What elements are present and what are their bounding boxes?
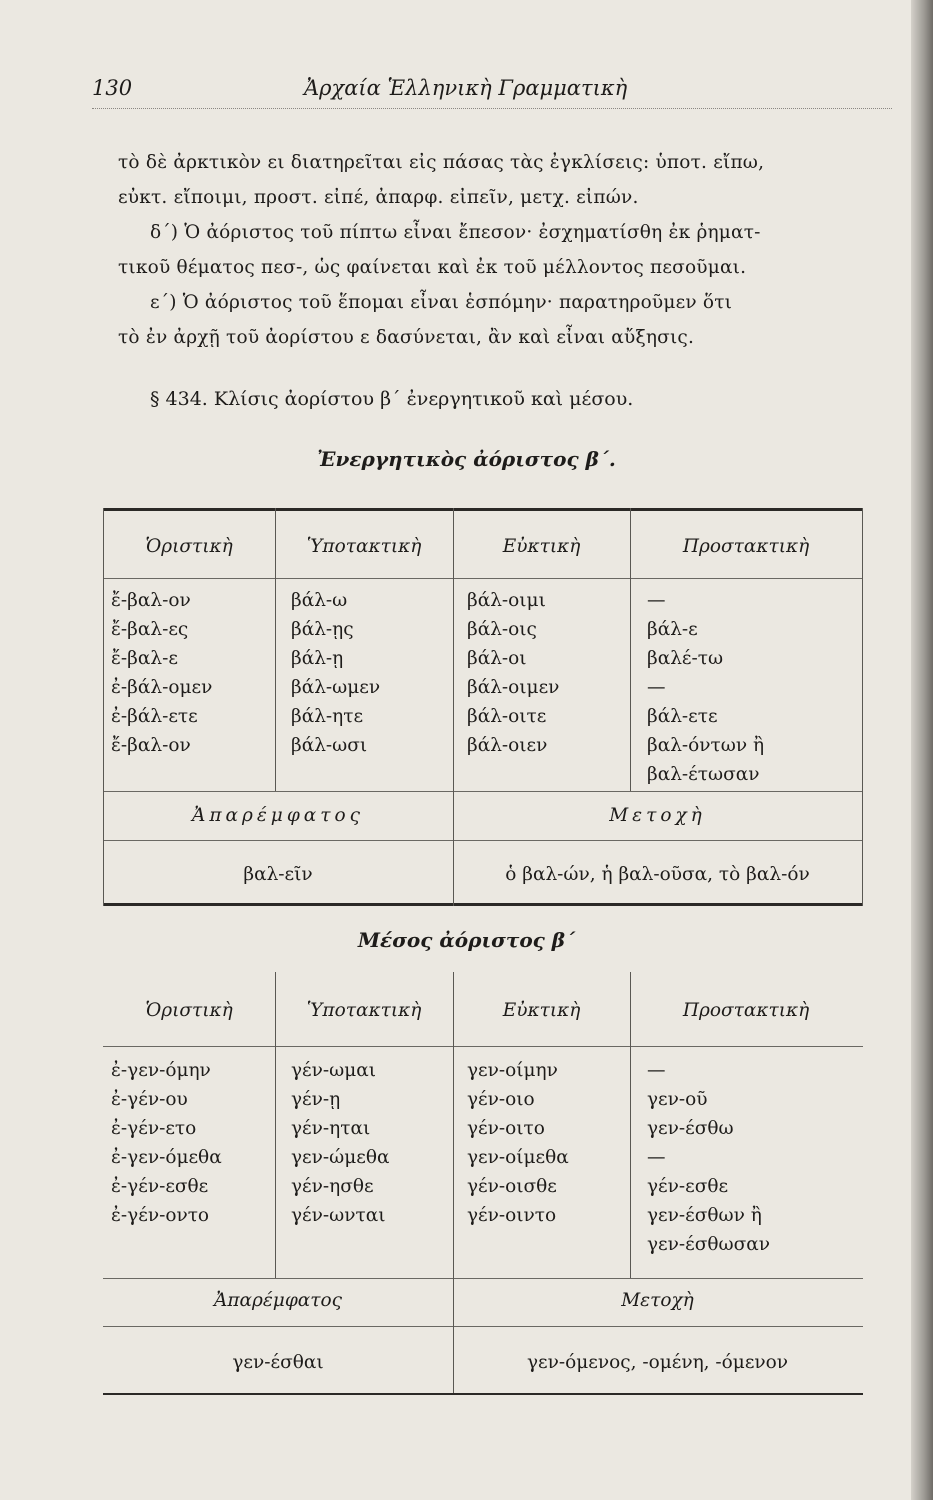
- indicative-column: [111, 586, 212, 760]
- form-cell: —: [647, 590, 666, 611]
- column-header-imperative: Προστακτικὴ: [682, 1000, 810, 1021]
- form-cell: βάλ-οι: [467, 648, 527, 669]
- infinitive-form: βαλ-εῖν: [243, 864, 313, 885]
- form-cell: γεν-έσθων ἢ: [647, 1205, 762, 1226]
- form-cell: βάλ-ετε: [647, 706, 718, 727]
- column-header-subjunctive: Ὑποτακτικὴ: [306, 1000, 422, 1021]
- body-line: δ΄) Ὁ ἀόριστος τοῦ πίπτω εἶναι ἔπεσον· ἐσχηματίσθη ἐκ ῥηματ-: [150, 222, 761, 243]
- active-table-title: Ἐνεργητικὸς ἀόριστος β΄.: [317, 447, 616, 471]
- form-cell: ἐ-γέν-ου: [111, 1089, 188, 1110]
- form-cell: βαλέ-τω: [647, 648, 724, 669]
- form-cell: ἐ-βάλ-ομεν: [111, 677, 213, 698]
- table-rule: [103, 1046, 863, 1047]
- form-cell: —: [647, 1060, 666, 1081]
- form-cell: βαλ-έτωσαν: [647, 764, 760, 785]
- body-line: τικοῦ θέματος πεσ-, ὡς φαίνεται καὶ ἐκ τοῦ μέλλοντος πεσοῦμαι.: [118, 257, 747, 278]
- form-cell: γεν-οίμην: [467, 1060, 558, 1081]
- table-border: [862, 508, 863, 906]
- active-aorist-table: [103, 508, 863, 906]
- form-cell: γέν-ωμαι: [291, 1060, 376, 1081]
- form-cell: βάλ-ῃς: [291, 619, 354, 640]
- table-border: [103, 508, 104, 906]
- form-cell: γέν-ηται: [291, 1118, 371, 1139]
- participle-label: Μετοχὴ: [609, 805, 706, 826]
- form-cell: γεν-έσθωσαν: [647, 1234, 770, 1255]
- table-rule: [103, 508, 863, 511]
- optative-column: [467, 1056, 569, 1230]
- imperative-column: [647, 1056, 770, 1259]
- table-rule: [103, 1326, 863, 1327]
- form-cell: ἔ-βαλ-ες: [111, 619, 189, 640]
- form-cell: βάλ-ω: [291, 590, 348, 611]
- form-cell: —: [647, 677, 666, 698]
- column-divider: [453, 508, 454, 906]
- page-header: [92, 72, 892, 109]
- infinitive-label: Ἀπαρέμφατος: [213, 1290, 343, 1311]
- form-cell: βάλ-ωμεν: [291, 677, 381, 698]
- form-cell: βάλ-οιτε: [467, 706, 547, 727]
- participle-label: Μετοχὴ: [621, 1290, 694, 1311]
- column-header-optative: Εὐκτικὴ: [502, 1000, 581, 1021]
- form-cell: βάλ-οιεν: [467, 735, 548, 756]
- page-number: 130: [92, 76, 133, 100]
- infinitive-label: Ἀπαρέμφατος: [191, 805, 365, 826]
- form-cell: γέν-οιο: [467, 1089, 535, 1110]
- middle-table-title: Μέσος ἀόριστος β΄: [357, 928, 576, 952]
- form-cell: γέν-ωνται: [291, 1205, 386, 1226]
- form-cell: ἔ-βαλ-ε: [111, 648, 178, 669]
- column-header-imperative: Προστακτικὴ: [682, 536, 810, 557]
- form-cell: βάλ-ητε: [291, 706, 364, 727]
- infinitive-form: γεν-έσθαι: [232, 1352, 324, 1373]
- column-header-optative: Εὐκτικὴ: [502, 536, 581, 557]
- form-cell: ἐ-βάλ-ετε: [111, 706, 198, 727]
- column-header-subjunctive: Ὑποτακτικὴ: [306, 536, 422, 557]
- table-rule: [103, 578, 863, 579]
- form-cell: βάλ-οις: [467, 619, 537, 640]
- section-heading: § 434. Κλίσις ἀορίστου β΄ ἐνεργητικοῦ καὶ μέσου.: [150, 388, 634, 410]
- form-cell: γέν-εσθε: [647, 1176, 729, 1197]
- form-cell: ἐ-γέν-εσθε: [111, 1176, 209, 1197]
- indicative-column: [111, 1056, 222, 1230]
- form-cell: γέν-οιτο: [467, 1118, 545, 1139]
- imperative-column: [647, 586, 764, 789]
- subjunctive-column: [291, 1056, 389, 1230]
- running-title: Ἀρχαία Ἑλληνικὴ Γραμματικὴ: [304, 76, 628, 100]
- form-cell: γέν-οιντο: [467, 1205, 557, 1226]
- middle-aorist-table: [103, 972, 863, 1398]
- form-cell: γέν-ησθε: [291, 1176, 374, 1197]
- form-cell: γέν-οισθε: [467, 1176, 557, 1197]
- form-cell: γεν-ώμεθα: [291, 1147, 390, 1168]
- form-cell: —: [647, 1147, 666, 1168]
- form-cell: ἐ-γέν-οντο: [111, 1205, 210, 1226]
- form-cell: γέν-ῃ: [291, 1089, 341, 1110]
- table-rule: [103, 1278, 863, 1279]
- participle-forms: ὁ βαλ-ών, ἡ βαλ-οῦσα, τὸ βαλ-όν: [505, 864, 810, 885]
- form-cell: βάλ-οιμεν: [467, 677, 560, 698]
- form-cell: ἐ-γεν-όμην: [111, 1060, 211, 1081]
- body-line: τὸ ἐν ἀρχῇ τοῦ ἀορίστου ε δασύνεται, ἂν καὶ εἶναι αὔξησις.: [118, 327, 695, 348]
- form-cell: ἔ-βαλ-ον: [111, 590, 191, 611]
- form-cell: γεν-οίμεθα: [467, 1147, 569, 1168]
- subjunctive-column: [291, 586, 380, 760]
- column-header-indicative: Ὁριστικὴ: [145, 536, 233, 557]
- form-cell: βαλ-όντων ἢ: [647, 735, 765, 756]
- table-rule: [103, 903, 863, 906]
- form-cell: ἐ-γέν-ετο: [111, 1118, 197, 1139]
- table-rule: [103, 840, 863, 841]
- optative-column: [467, 586, 559, 760]
- participle-forms: γεν-όμενος, -ομένη, -όμενον: [526, 1352, 789, 1373]
- body-line: ε΄) Ὁ ἀόριστος τοῦ ἕπομαι εἶναι ἑσπόμην· παρατηροῦμεν ὅτι: [150, 292, 733, 313]
- form-cell: βάλ-ε: [647, 619, 698, 640]
- form-cell: ἐ-γεν-όμεθα: [111, 1147, 222, 1168]
- form-cell: βάλ-ωσι: [291, 735, 368, 756]
- column-header-indicative: Ὁριστικὴ: [145, 1000, 233, 1021]
- form-cell: ἔ-βαλ-ον: [111, 735, 191, 756]
- table-rule: [103, 1393, 863, 1395]
- form-cell: βάλ-οιμι: [467, 590, 546, 611]
- form-cell: βάλ-ῃ: [291, 648, 344, 669]
- form-cell: γεν-οῦ: [647, 1089, 708, 1110]
- body-line: τὸ δὲ ἀρκτικὸν ει διατηρεῖται εἰς πάσας τὰς ἐγκλίσεις: ὑποτ. εἴπω,: [118, 152, 765, 173]
- body-line: εὐκτ. εἴποιμι, προστ. εἰπέ, ἀπαρφ. εἰπεῖν, μετχ. εἰπών.: [118, 187, 639, 208]
- column-divider: [453, 972, 454, 1393]
- table-rule: [103, 791, 863, 792]
- form-cell: γεν-έσθω: [647, 1118, 734, 1139]
